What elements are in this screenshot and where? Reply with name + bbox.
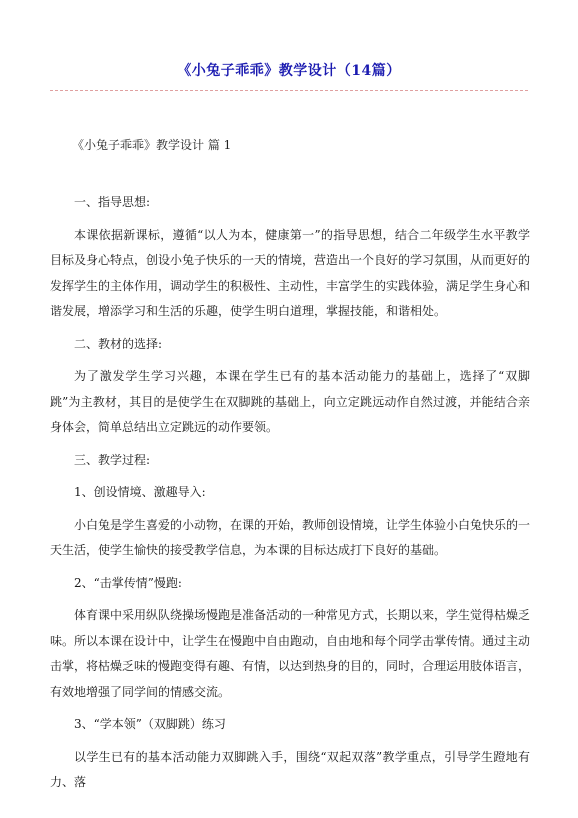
paragraph: 本课依据新课标，遵循“以人为本，健康第一”的指导思想，结合二年级学生水平教学目标及身心特点，创设小兔子快乐的一天的情境，营造出一个良好的学习氛围，从而更好的发挥学生的主体作用，调动学生的积极性、主动性，丰富学生的实践体验，满足学生身心和谐发展，增添学习和生活的乐趣，使学生明白道理，掌握技能，和谐相处。 xyxy=(50,227,531,318)
document-title: 《小兔子乖乖》教学设计（14篇） xyxy=(177,63,401,79)
section-heading-guiding-idea: 一、指导思想: xyxy=(74,195,151,209)
subsection-heading: 1、创设情境、激趣导入: xyxy=(74,485,206,499)
article-heading: 《小兔子乖乖》教学设计 篇 1 xyxy=(72,138,232,152)
paragraph: 体育课中采用纵队绕操场慢跑是准备活动的一种常见方式，长期以来，学生觉得枯燥乏味。所以本课在设计中，让学生在慢跑中自由跑动，自由地和每个同学击掌传情。通过主动击掌，将枯燥乏味的慢跑变得有趣、有情，以达到热身的目的，同时，合理运用肢体语言，有效地增强了同学间的情感交流。 xyxy=(50,608,531,699)
article-body xyxy=(50,190,530,803)
title-divider xyxy=(50,90,528,91)
section-heading-material: 二、教材的选择: xyxy=(74,336,163,351)
paragraph: 为了激发学生学习兴趣，本课在学生已有的基本活动能力的基础上，选择了“双脚跳”为主教材，其目的是使学生在双脚跳的基础上，向立定跳远动作自然过渡，并能结合亲身体会，简单总结出立定跳远的动作要领。 xyxy=(50,369,530,434)
subsection-heading: 2、“击掌传情”慢跑: xyxy=(74,575,182,590)
paragraph: 小白兔是学生喜爱的小动物，在课的开始，教师创设情境，让学生体验小白兔快乐的一天生活，使学生愉快的接受教学信息，为本课的目标达成打下良好的基础。 xyxy=(50,517,531,557)
subsection-heading: 3、“学本领”（双脚跳）练习 xyxy=(74,717,226,731)
section-heading-process: 三、教学过程: xyxy=(74,452,151,467)
paragraph: 以学生已有的基本活动能力双脚跳入手，围绕“双起双落”教学重点，引导学生蹬地有力、落 xyxy=(50,749,530,789)
